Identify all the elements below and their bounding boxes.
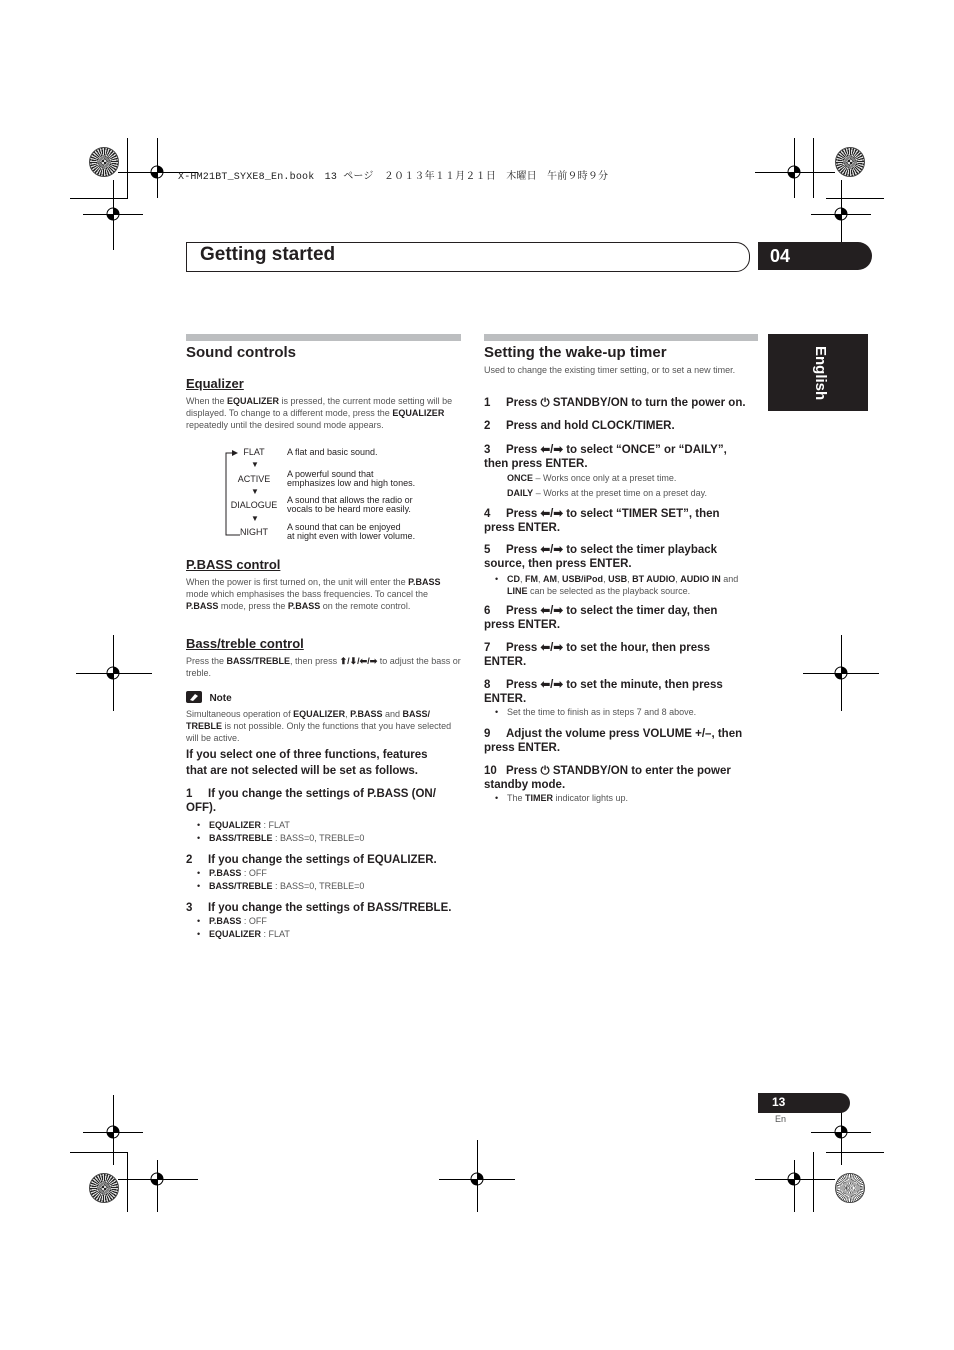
bullet-item: • EQUALIZER : FLAT — [209, 929, 290, 939]
bullet-item: • P.BASS : OFF — [209, 868, 267, 878]
note-header — [186, 688, 232, 706]
note-body: Simultaneous operation of EQUALIZER, P.BASS and BASS/ TREBLE is not possible. Only the functions that you have selected will be active. — [186, 709, 452, 743]
once-option: ONCE – Works once only at a preset time. — [507, 473, 677, 483]
down-arrow-icon: ▼ — [251, 514, 259, 523]
down-arrow-icon: ▼ — [251, 460, 259, 469]
chapter-number: 04 — [770, 246, 791, 266]
page-language: En — [775, 1114, 787, 1124]
registration-target-icon — [102, 1121, 124, 1143]
timer-intro: Used to change the existing timer setting, or to set a new timer. — [484, 365, 736, 375]
heading-pbass: P.BASS control — [186, 557, 281, 572]
registration-target-icon — [146, 161, 168, 183]
section-bar — [484, 334, 758, 341]
equalizer-body: When the EQUALIZER is pressed, the current mode setting will be displayed. To change to a different mode, press the EQUALIZER repeatedly until the desired sound mode appears. — [186, 396, 453, 430]
registration-target-icon — [783, 161, 805, 183]
timer-step: 2 Press and hold CLOCK/TIMER. — [484, 420, 675, 432]
timer-step: 8 Press ⬅/➡ to set the minute, then press ENTER. — [484, 679, 723, 705]
registration-target-icon — [102, 203, 124, 225]
timer-step: 1 Press ⏻ STANDBY/ON to turn the power on. — [484, 397, 746, 409]
page-number: 13 — [772, 1095, 786, 1109]
timer-step: 10 Press ⏻ STANDBY/ON to enter the power standby mode. — [484, 765, 731, 791]
left-step: 1 If you change the settings of P.BASS (ON/ OFF). — [186, 788, 436, 814]
language-side-tab — [768, 334, 868, 411]
bullet-item: • P.BASS : OFF — [209, 916, 267, 926]
mode-description: A flat and basic sound. — [287, 447, 378, 457]
mode-name: DIALOGUE — [230, 500, 278, 510]
registration-ball-icon — [835, 1173, 865, 1203]
registration-target-icon — [783, 1168, 805, 1190]
bullet-item: • EQUALIZER : FLAT — [209, 820, 290, 830]
bullet-item: • BASS/TREBLE : BASS=0, TREBLE=0 — [209, 881, 364, 891]
bullet-item: • The TIMER indicator lights up. — [507, 793, 628, 803]
timer-step: 5 Press ⬅/➡ to select the timer playback source, then press ENTER. — [484, 544, 718, 570]
registration-ball-icon — [89, 147, 119, 177]
registration-target-icon — [146, 1168, 168, 1190]
page-number-badge — [758, 1093, 850, 1113]
timer-step: 9 Adjust the volume press VOLUME +/–, then press ENTER. — [484, 728, 743, 754]
registration-target-icon — [466, 1168, 488, 1190]
mode-description: A sound that allows the radio or vocals to be heard more easily. — [287, 495, 413, 514]
chapter-number-badge — [758, 242, 872, 270]
language-label: English — [812, 346, 829, 401]
registration-target-icon — [830, 662, 852, 684]
mode-description: A powerful sound that emphasizes low and high tones. — [287, 469, 416, 488]
cycle-arrow-icon — [222, 446, 242, 538]
left-step: 2 If you change the settings of EQUALIZER. — [186, 854, 437, 866]
daily-option: DAILY – Works at the preset time on a preset day. — [507, 488, 707, 498]
timer-step: 7 Press ⬅/➡ to set the hour, then press ENTER. — [484, 642, 710, 668]
source-bullet: • CD, FM, AM, USB/iPod, USB, BT AUDIO, AUDIO IN and LINE can be selected as the playback source. — [507, 573, 763, 597]
mode-description: A sound that can be enjoyed at night even with lower volume. — [287, 522, 416, 541]
mode-name: NIGHT — [240, 527, 268, 537]
heading-bass-treble: Bass/treble control — [186, 636, 304, 651]
timer-step: 6 Press ⬅/➡ to select the timer day, then press ENTER. — [484, 605, 718, 631]
pbass-body: When the power is first turned on, the unit will enter the P.BASS mode which emphasises the bass frequencies. To cancel the P.BASS mode, press the P.BASS on the remote control. — [186, 577, 441, 611]
registration-ball-icon — [835, 147, 865, 177]
note-label: Note — [209, 693, 232, 704]
timer-step: 3 Press ⬅/➡ to select “ONCE” or “DAILY”, then press ENTER. — [484, 444, 727, 470]
timer-step: 4 Press ⬅/➡ to select “TIMER SET”, then press ENTER. — [484, 508, 720, 534]
section-title-wake-up-timer: Setting the wake-up timer — [484, 344, 667, 361]
registration-target-icon — [830, 203, 852, 225]
chapter-title: Getting started — [200, 244, 336, 265]
registration-target-icon — [102, 662, 124, 684]
bullet-item: • BASS/TREBLE : BASS=0, TREBLE=0 — [209, 833, 364, 843]
print-header: X-HM21BT_SYXE8_En.book 13 ページ ２０１３年１１月２１日 木曜日 午前９時９分 — [178, 172, 609, 183]
registration-target-icon — [830, 1121, 852, 1143]
bullet-item: • Set the time to finish as in steps 7 and 8 above. — [507, 707, 696, 717]
registration-ball-icon — [89, 1173, 119, 1203]
note-icon — [186, 690, 202, 704]
mode-name: FLAT — [243, 447, 265, 457]
left-step: 3 If you change the settings of BASS/TREBLE. — [186, 902, 452, 914]
section-title-sound-controls: Sound controls — [186, 344, 296, 361]
heading-equalizer: Equalizer — [186, 376, 244, 391]
section-bar — [186, 334, 461, 341]
bold-paragraph: If you select one of three functions, features that are not selected will be set as follows. — [186, 749, 428, 777]
down-arrow-icon: ▼ — [251, 487, 259, 496]
bass-treble-body: Press the BASS/TREBLE, then press ⬆/⬇/⬅/➡ to adjust the bass or treble. — [186, 656, 461, 678]
mode-name: ACTIVE — [237, 474, 271, 484]
